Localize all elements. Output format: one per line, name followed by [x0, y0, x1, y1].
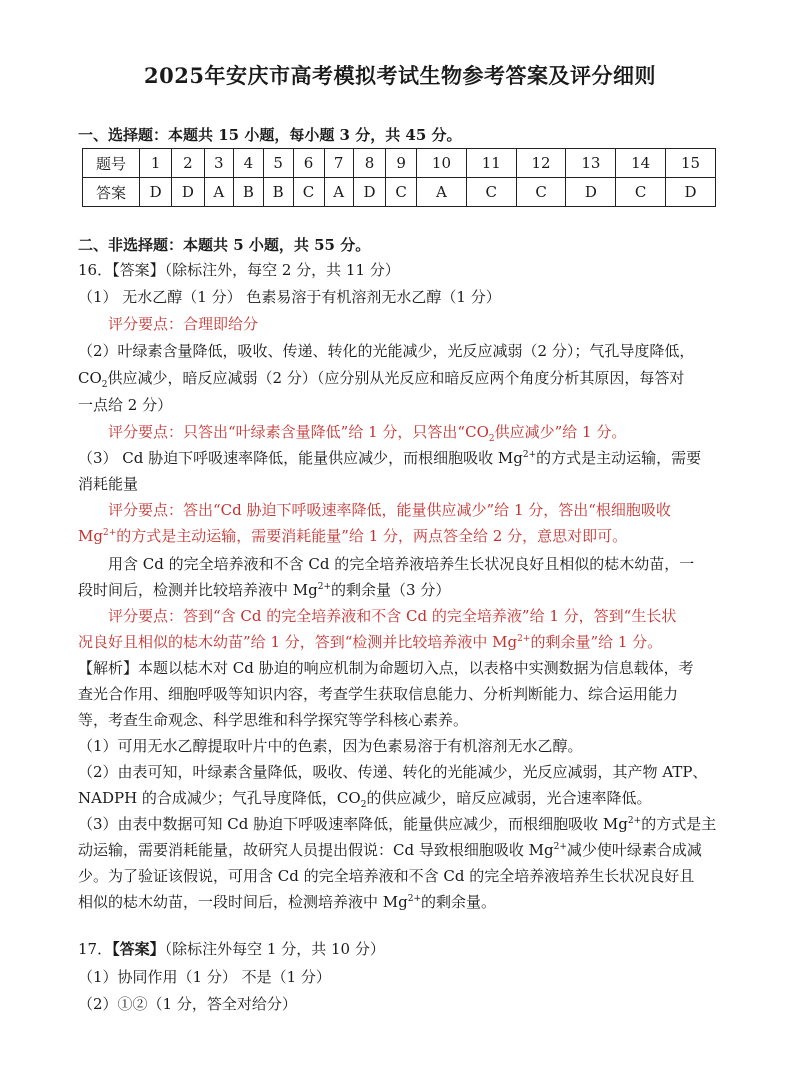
- q16-part2-line3: 一点给 2 分）: [78, 396, 173, 414]
- answer-cell: A: [204, 178, 233, 207]
- q16-part3-scoring-line1: 评分要点：答出“Cd 胁迫下呼吸速率降低，能量供应减少”给 1 分，答出“根细胞吸收: [108, 501, 671, 519]
- question-number-cell: 12: [516, 149, 566, 178]
- q17-part2: （2）①②（1 分，答全对给分）: [78, 995, 297, 1013]
- answer-cell: D: [140, 178, 172, 207]
- row-label-answer: 答案: [83, 178, 140, 207]
- text-span: 的方式是主: [641, 815, 717, 833]
- question-number-cell: 10: [417, 149, 467, 178]
- text-span: 减少使叶绿素合成减: [566, 841, 702, 859]
- analysis-part2-line2: [78, 786, 740, 810]
- superscript: 2+: [517, 634, 531, 644]
- analysis-part2-line1: （2）由表可知，叶绿素含量降低，吸收、传递、转化的光能减少，光反应减弱，其产物 ATP、: [78, 763, 708, 781]
- question-number-cell: 4: [233, 149, 263, 178]
- q16-part4-scoring-line1: 评分要点：答到“含 Cd 的完全培养液和不含 Cd 的完全培养液”给 1 分，答到“生长状: [108, 607, 677, 625]
- q16-part2-line2: [78, 366, 740, 390]
- document-title: 2025年安庆市高考模拟考试生物参考答案及评分细则: [144, 63, 656, 88]
- text-span: 动运输，需要消耗能量，故研究人员提出假说：Cd 导致根细胞吸收 Mg: [78, 841, 554, 859]
- q16-part3-scoring-line2: [78, 524, 740, 548]
- analysis-part3-line4: [78, 890, 740, 914]
- text-span: 相似的梽木幼苗，一段时间后，检测培养液中 Mg: [78, 893, 408, 911]
- answer-cell: D: [353, 178, 385, 207]
- analysis-line3: 等，考查生命观念、科学思维和科学探究等学科核心素养。: [78, 711, 469, 729]
- answer-cell: D: [172, 178, 204, 207]
- analysis-part3-line2: [78, 838, 740, 862]
- text-span: 况良好且相似的梽木幼苗”给 1 分，答到“检测并比较培养液中 Mg: [78, 633, 518, 651]
- q16-part2-line1: （2）叶绿素含量降低，吸收、传递、转化的光能减少，光反应减弱（2 分）；气孔导度降低，: [78, 342, 695, 360]
- question-number-row: [83, 149, 716, 178]
- answer-cell: D: [666, 178, 716, 207]
- question-number-cell: 11: [466, 149, 516, 178]
- text-span: 的剩余量。: [421, 893, 497, 911]
- q16-part3-line1: [78, 446, 740, 470]
- text-span: 的方式是主动运输，需要: [536, 449, 702, 467]
- co2-text: CO: [78, 369, 102, 387]
- row-label-question: 题号: [83, 149, 140, 178]
- q16-part4-line1: 用含 Cd 的完全培养液和不含 Cd 的完全培养液培养生长状况良好且相似的梽木幼苗，一: [108, 555, 695, 573]
- superscript: 2+: [522, 450, 537, 460]
- question-number-cell: 8: [353, 149, 385, 178]
- question-number-cell: 15: [666, 149, 716, 178]
- answer-table: [82, 148, 716, 207]
- analysis-part3-line3: 少。为了验证该假说，可用含 Cd 的完全培养液和不含 Cd 的完全培养液培养生长状况良好且: [78, 867, 695, 885]
- answer-cell: B: [233, 178, 263, 207]
- superscript: 2+: [102, 528, 117, 538]
- text-span: 供应减少”给 1 分。: [494, 423, 627, 441]
- text-span: 段时间后，检测并比较培养液中 Mg: [78, 581, 318, 599]
- q17-part1: （1）协同作用（1 分） 不是（1 分）: [78, 968, 331, 986]
- q16-part4-line2: [78, 578, 740, 602]
- text-span: 的供应减少，暗反应减弱，光合速率降低。: [366, 789, 652, 807]
- text-span: 供应减少，暗反应减弱（2 分）（应分别从光反应和暗反应两个角度分析其原因，每答对: [107, 369, 685, 387]
- answer-cell: C: [293, 178, 324, 207]
- answer-cell: A: [324, 178, 353, 207]
- analysis-line1: 【解析】本题以梽木对 Cd 胁迫的响应机制为命题切入点，以表格中实测数据为信息载体，考: [78, 659, 694, 677]
- answer-cell: D: [566, 178, 616, 207]
- q17-heading: [78, 937, 740, 961]
- q16-part1-answer: （1） 无水乙醇（1 分） 色素易溶于有机溶剂无水乙醇（1 分）: [78, 288, 501, 306]
- answer-cell: C: [616, 178, 666, 207]
- answer-cell: A: [417, 178, 467, 207]
- text-span: NADPH 的合成减少；气孔导度降低，CO: [78, 789, 361, 807]
- q16-part1-scoring: 评分要点：合理即给分: [108, 315, 259, 333]
- question-number-cell: 14: [616, 149, 666, 178]
- analysis-part1: （1）可用无水乙醇提取叶片中的色素，因为色素易溶于有机溶剂无水乙醇。: [78, 737, 583, 755]
- question-number-cell: 1: [140, 149, 172, 178]
- section-2-heading: 二、非选择题：本题共 5 小题，共 55 分。: [78, 236, 371, 254]
- subscript: 2: [488, 434, 495, 444]
- text-span: （除标注外每空 1 分，共 10 分）: [164, 940, 385, 958]
- question-number-cell: 6: [293, 149, 324, 178]
- question-number: 17．: [78, 940, 113, 958]
- q16-part2-scoring: [108, 420, 740, 444]
- q16-part3-line2: 消耗能量: [78, 475, 139, 493]
- text-span: 评分要点：只答出“叶绿素含量降低”给 1 分，只答出“CO: [108, 423, 489, 441]
- answer-row: [83, 178, 716, 207]
- text-span: 的剩余量（3 分）: [331, 581, 451, 599]
- section-1-heading: 一、选择题：本题共 15 小题，每小题 3 分，共 45 分。: [78, 126, 462, 144]
- analysis-part3-line1: [78, 812, 740, 836]
- superscript: 2+: [317, 582, 332, 592]
- q16-part4-scoring-line2: [78, 630, 740, 654]
- superscript: 2+: [627, 816, 642, 826]
- q16-heading: 16．【答案】（除标注外，每空 2 分，共 11 分）: [78, 261, 400, 279]
- text-span: 的剩余量”给 1 分。: [530, 633, 663, 651]
- answer-cell: C: [466, 178, 516, 207]
- subscript: 2: [360, 800, 367, 810]
- analysis-line2: 查光合作用、细胞呼吸等知识内容，考查学生获取信息能力、分析判断能力、综合运用能力: [78, 685, 679, 703]
- text-span: Mg: [78, 527, 103, 545]
- answer-cell: C: [516, 178, 566, 207]
- question-number-cell: 2: [172, 149, 204, 178]
- question-number-cell: 7: [324, 149, 353, 178]
- answer-cell: B: [263, 178, 293, 207]
- question-number-cell: 5: [263, 149, 293, 178]
- superscript: 2+: [553, 842, 567, 852]
- answer-tag: 【答案】: [112, 940, 165, 958]
- text-span: 的方式是主动运输，需要消耗能量”给 1 分，两点答全给 2 分，意思对即可。: [116, 527, 628, 545]
- text-span: （3）由表中数据可知 Cd 胁迫下呼吸速率降低，能量供应减少，而根细胞吸收 Mg: [78, 815, 628, 833]
- text-span: （3） Cd 胁迫下呼吸速率降低，能量供应减少，而根细胞吸收 Mg: [78, 449, 523, 467]
- answer-cell: C: [386, 178, 417, 207]
- superscript: 2+: [407, 894, 422, 904]
- subscript: 2: [101, 380, 108, 390]
- question-number-cell: 3: [204, 149, 233, 178]
- question-number-cell: 13: [566, 149, 616, 178]
- question-number-cell: 9: [386, 149, 417, 178]
